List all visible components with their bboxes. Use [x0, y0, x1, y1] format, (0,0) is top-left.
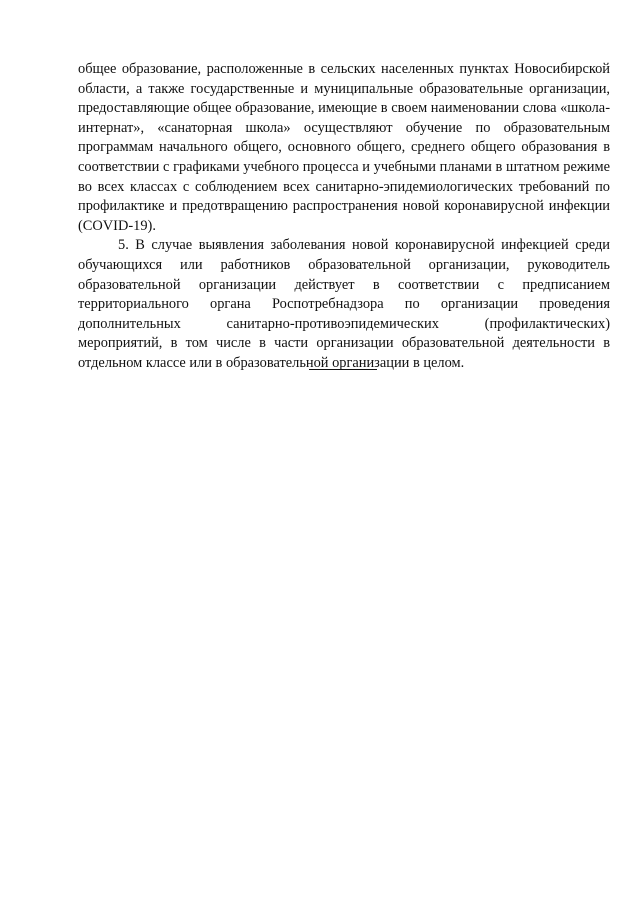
document-body — [78, 60, 610, 374]
end-separator-line — [309, 369, 377, 370]
paragraph-continuation: общее образование, расположенные в сельских населенных пунктах Новосибирской области, а также государственные и муниципальные образовательные организации, предоставляющие общее образование, имеющие в своем наименовании слова «школа-интернат», «санаторная школа» осуществляют обучение по образовательным программам начального общего, основного общего, среднего общего образования в соответствии с графиками учебного процесса и учебными планами в штатном режиме во всех классах с соблюдением всех санитарно-эпидемиологических требований по профилактике и предотвращению распространения новой коронавирусной инфекции (COVID-19). — [78, 61, 610, 234]
paragraph-item-5: 5. В случае выявления заболевания новой коронавирусной инфекцией среди обучающихся или работников образовательной организации, руководитель образовательной организации действует в соответствии с предписанием территориального органа Роспотребнадзора по организации проведения дополнительных санитарно-противоэпидемических (профилактических) мероприятий, в том числе в части организации образовательной деятельности в отдельном классе или в образовательной организации в целом. — [78, 237, 610, 371]
